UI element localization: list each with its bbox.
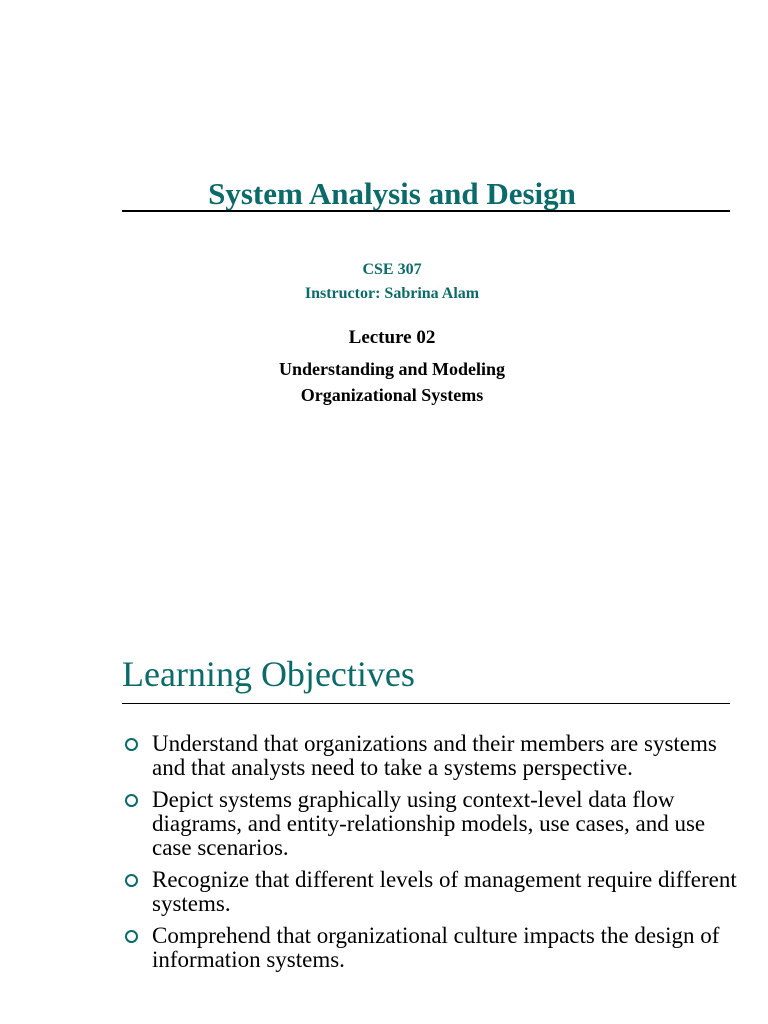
list-item [122,924,742,972]
circle-bullet-icon [125,794,138,807]
slide-title: System Analysis and Design [208,176,576,211]
objectives-list [122,732,742,980]
circle-bullet-icon [125,738,138,751]
list-item-text: Recognize that different levels of management require different systems. [152,867,737,916]
list-item [122,732,742,780]
subtitle-line-2: Organizational Systems [300,385,484,405]
list-item-text: Comprehend that organizational culture impacts the design of information systems. [152,923,720,972]
circle-bullet-icon [125,874,138,887]
objectives-heading: Learning Objectives [122,654,415,694]
circle-bullet-icon [125,930,138,943]
course-info [0,258,768,306]
heading-divider [122,703,730,704]
instructor-name: Instructor: Sabrina Alam [304,285,480,302]
lecture-number: Lecture 02 [348,327,436,348]
list-item [122,868,742,916]
list-item-text: Depict systems graphically using context-level data flow diagrams, and entity-relationship models, use cases, and use case scenarios. [152,787,706,860]
course-code: CSE 307 [362,261,422,278]
list-item [122,788,742,860]
objectives-slide [0,512,768,1024]
lecture-subtitle [0,356,768,408]
title-underline [122,210,730,212]
subtitle-line-1: Understanding and Modeling [278,359,506,379]
list-item-text: Understand that organizations and their members are systems and that analysts need to take a systems perspective. [152,731,717,780]
